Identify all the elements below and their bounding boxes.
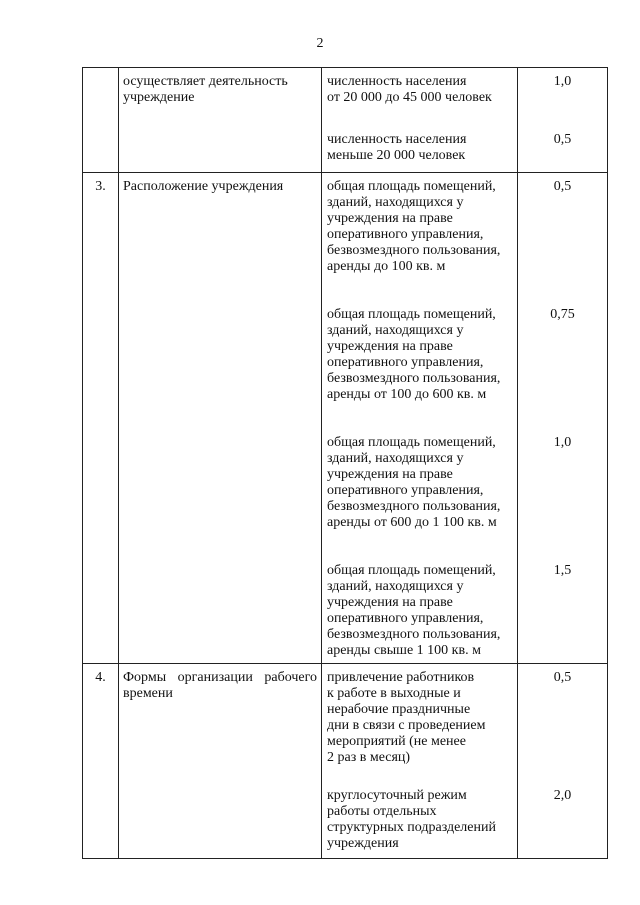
condition-text: численность населения от 20 000 до 45 000 человек (327, 74, 492, 105)
criterion-line: Расположение учреждения (123, 179, 284, 194)
row-number: 3. (83, 173, 119, 664)
condition-cell (322, 68, 518, 173)
table-row (83, 664, 608, 859)
criterion-line: времени (123, 686, 173, 701)
condition-text: общая площадь помещений, зданий, находящихся у учреждения на праве оперативного управления, безвозмездного пользования, аренды до 100 кв. м (327, 179, 501, 274)
row-number (83, 68, 119, 173)
criterion-line: осуществляет деятельность (123, 74, 288, 89)
value-cell (518, 664, 608, 859)
condition-text: общая площадь помещений, зданий, находящихся у учреждения на праве оперативного управления, безвозмездного пользования, аренды от 100 до 600 кв. м (327, 307, 501, 402)
table-row (83, 68, 608, 173)
condition-text: привлечение работников к работе в выходные и нерабочие праздничные дни в связи с проведением мероприятий (не менее 2 раз в месяц) (327, 670, 486, 765)
coefficient-value: 0,75 (550, 307, 575, 322)
value-cell (518, 173, 608, 664)
condition-text: численность населения меньше 20 000 человек (327, 132, 467, 163)
coefficient-value: 1,0 (553, 435, 572, 450)
criteria-table (82, 67, 608, 859)
criterion-cell (119, 68, 322, 173)
page-number: 2 (316, 36, 324, 51)
condition-text: общая площадь помещений, зданий, находящихся у учреждения на праве оперативного управления, безвозмездного пользования, аренды свыше 1 100 кв. м (327, 563, 501, 658)
condition-cell (322, 173, 518, 664)
coefficient-value: 0,5 (553, 670, 572, 685)
coefficient-value: 1,5 (553, 563, 572, 578)
criterion-line: учреждение (123, 90, 195, 105)
condition-text: круглосуточный режим работы отдельных структурных подразделений учреждения (327, 788, 496, 851)
coefficient-value: 1,0 (553, 74, 572, 89)
coefficient-value: 2,0 (553, 788, 572, 803)
table-row (83, 173, 608, 664)
criterion-line: Формы организации рабочего (123, 670, 317, 685)
criterion-cell (119, 664, 322, 859)
criterion-cell (119, 173, 322, 664)
coefficient-value: 0,5 (553, 179, 572, 194)
row-number: 4. (83, 664, 119, 859)
coefficient-value: 0,5 (553, 132, 572, 147)
condition-text: общая площадь помещений, зданий, находящихся у учреждения на праве оперативного управления, безвозмездного пользования, аренды от 600 до 1 100 кв. м (327, 435, 501, 530)
condition-cell (322, 664, 518, 859)
value-cell (518, 68, 608, 173)
